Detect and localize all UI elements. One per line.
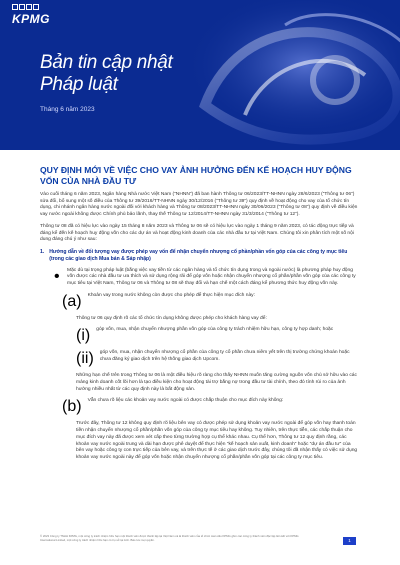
- kpmg-logo: KPMG: [12, 12, 50, 26]
- article-heading: QUY ĐỊNH MỚI VỀ VIỆC CHO VAY ẢNH HƯỞNG ĐẾN KẾ HOẠCH HUY ĐỘNG VỐN CỦA NHÀ ĐẦU TƯ: [40, 165, 352, 186]
- page-number-badge: 1: [343, 537, 356, 545]
- article-body: [40, 165, 360, 462]
- subitem-b-analysis: Trước đây, Thông tư 12 không quy định rõ liệu bên vay có được phép sử dụng khoản vay nước ngoài để góp vốn hay thanh toán tiền nhận chuyển nhượng cổ phần/phần vốn góp của công ty mục tiêu hay không. Tuy nhiên, trên thực tiễn, các chấp thuận cho mục đích vay này đã được xem xét cấp theo từng trường hợp cụ thể khác nhau. Cụ thể hơn, Thông tư 12 quy định rằng, các khoản vay nước ngoài trung và dài hạn được phê duyệt để thực hiện “kế hoạch sản xuất, kinh doanh” hoặc “dự án đầu tư” của bên vay hoặc công ty con trực tiếp của bên vay, và trên thực tế ở các giao dịch trước đây, chúng tôi đã nhận thấy có việc sử dụng khoản vay nước ngoài này để góp vốn hoặc nhận chuyển nhượng cổ phần/phần vốn góp tại các công ty mục tiêu.: [76, 421, 358, 460]
- subitem-a-note: Thông tư 06 quy định rõ các tổ chức tín dụng không được phép cho khách hàng vay để:: [76, 315, 267, 321]
- section-1-heading: 1. Hướng dẫn về đối tượng vay được phép vay vốn để nhận chuyển nhượng cổ phần/phần vốn góp của các công ty mục tiêu (trong các giao dịch Mua bán & Sáp nhập): [40, 248, 348, 262]
- kpmg-logo-boxes: [12, 4, 39, 10]
- subitem-ii: (ii) góp vốn, mua, nhận chuyển nhượng cổ phần của công ty cổ phần chưa niêm yết trên thị trường chứng khoán hoặc chưa đăng ký giao dịch trên hệ thống giao dịch Upcom.: [76, 350, 350, 368]
- bullet-item: • Mặc dù tại trọng pháp luật (bằng việc vay tiền từ các ngân hàng và tổ chức tín dụng trong và ngoài nước) là phương pháp huy động vốn được các nhà đầu tư ưa thích và sử dụng rộng rãi để góp vốn hoặc nhận chuyển nhượng cổ phần/phần vốn góp của các công ty mục tiêu tại Việt Nam, Thông tư 06 và Thông tư 08 sẽ thay đổi và hạn chế một cách đáng kể phương thức huy động vốn này.: [54, 267, 356, 286]
- issue-date: Tháng 6 năm 2023: [40, 106, 95, 113]
- subitem-i: (i) góp vốn, mua, nhận chuyển nhượng phần vốn góp của công ty trách nhiệm hữu hạn, công ty hợp danh; hoặc: [76, 327, 334, 345]
- legal-footer: © 2023 Công ty TNHH KPMG, một công ty trách nhiệm hữu hạn một thành viên được thành lập tại Việt Nam và là thành viên của tổ chức toàn cầu KPMG gồm các công ty thành viên độc lập liên kết với KPMG International Limited, một công ty trách nhiệm hữu hạn có trụ sở tại Anh. Bảo lưu mọi quyền.: [40, 534, 299, 542]
- cover-banner: [0, 0, 400, 150]
- context-paragraph: Thông tư 08 đã có hiệu lực vào ngày 15 tháng 8 năm 2023 và Thông tư 06 sẽ có hiệu lực vào ngày 1 tháng 9 năm 2023, có tác động trực tiếp và đáng kể đến kế hoạch huy động vốn cho các dự án và hoạt động kinh doanh của các nhà đầu tư tại Việt Nam. Chúng tôi xin phân tích một số nội dung đáng chú ý như sau:: [40, 223, 354, 243]
- abstract-glass-illustration: [175, 0, 400, 150]
- subitem-a-analysis: Những hạn chế trên trong Thông tư 06 là một điều hiệu rõ ràng cho thấy NHNN muốn tăng cường nguồn vốn chủ sở hữu vào các mảng kinh doanh cốt lõi hơn là tạo điều kiện cho hoạt động tài trợ bằng nợ trong đầu tư tài chính, theo đó tính rủi ro của ảnh hưởng nhiều nhất từ các quy định này là bất động sản.: [76, 373, 357, 392]
- subitem-a: (a) Khoản vay trong nước không còn được cho phép để thực hiện mục đích này:: [62, 292, 255, 310]
- bullet-dot: •: [54, 267, 60, 285]
- cover-title: Bản tin cập nhật Pháp luật: [40, 52, 173, 95]
- intro-paragraph: Vào cuối tháng 6 năm 2023, Ngân hàng Nhà nước Việt Nam (“NHNN”) đã ban hành Thông tư 06/2023/TT-NHNN ngày 28/6/2023 (“Thông tư 06”) sửa đổi, bổ sung một số điều của Thông tư 39/2016/TT-NHNN ngày 30/12/2016 (“Thông tư 39”) quy định về hoạt động cho vay của tổ chức tín dụng, chi nhánh ngân hàng nước ngoài đối với khách hàng và Thông tư 08/2023/TT-NHNN ngày 30/06/2023 (“Thông tư 08”) quy định về điều kiện vay nước ngoài không được Chính phủ bảo lãnh, thay thế Thông tư 12/2014/TT-NHNN ngày 31/3/2014 (“Thông tư 12”).: [40, 192, 358, 218]
- subitem-b: (b) Vẫn chưa rõ liệu các khoản vay nước ngoài có được chấp thuận cho mục đích này không:: [62, 398, 284, 416]
